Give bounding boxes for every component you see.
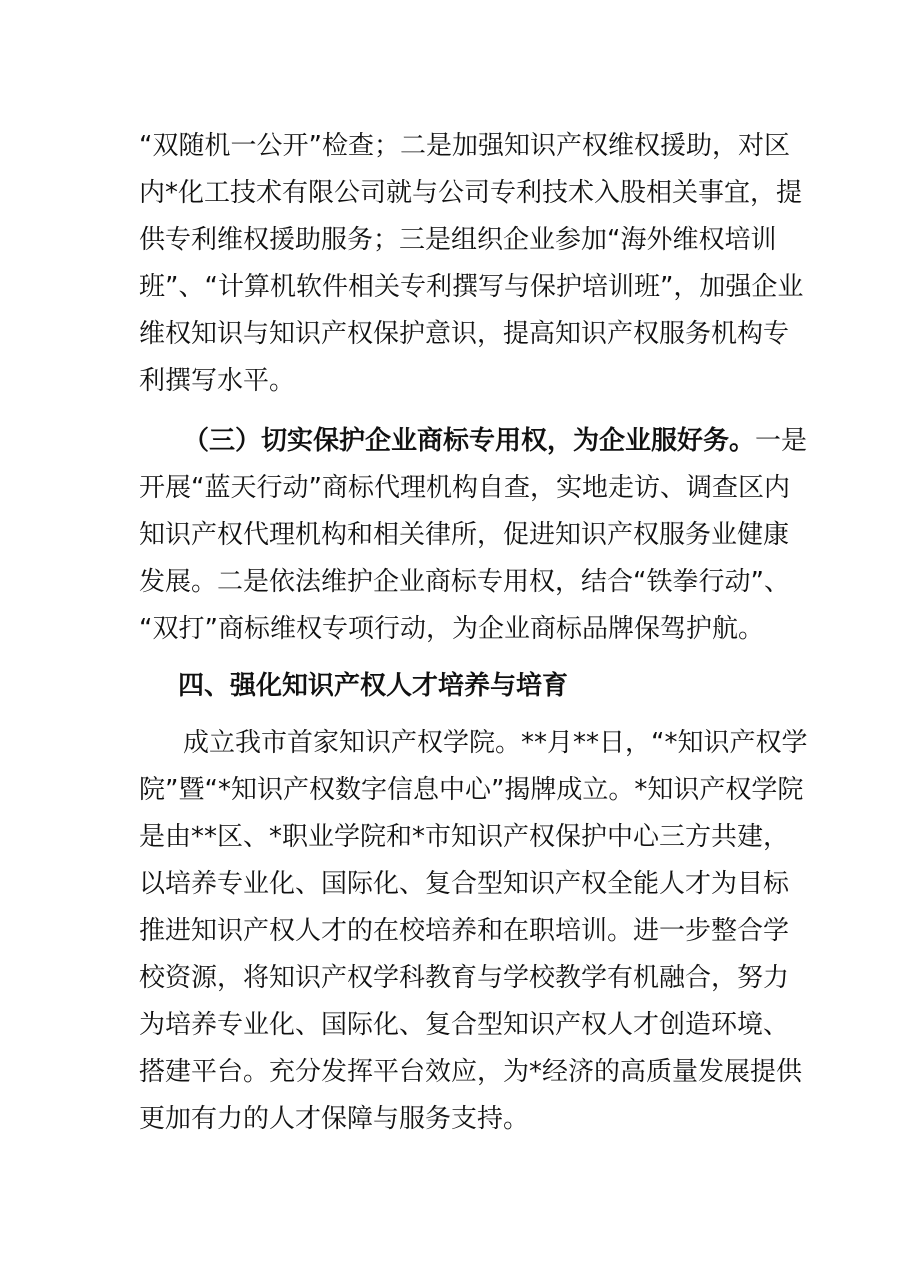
paragraph3-line-1: 成立我市首家知识产权学院。**月**日，“*知识产权学	[183, 728, 808, 758]
paragraph3-line-9: 更加有力的人才保障与服务支持。	[139, 1104, 530, 1134]
paragraph1-line-1: “双随机一公开”检查；二是加强知识产权维权援助，对区	[139, 131, 790, 161]
paragraph3-line-8: 搭建平台。充分发挥平台效应，为*经济的高质量发展提供	[139, 1057, 803, 1087]
paragraph2-line-1	[183, 418, 808, 464]
paragraph1-line-4: 班”、“计算机软件相关专利撰写与保护培训班”，加强企业	[139, 272, 804, 302]
paragraph2-line-5: “双打”商标维权专项行动，为企业商标品牌保驾护航。	[139, 614, 764, 644]
paragraph2-first-rest: 一是	[755, 426, 808, 456]
paragraph2-line-3: 知识产权代理机构和相关律所，促进知识产权服务业健康	[139, 520, 790, 550]
paragraph3-line-4: 以培养专业化、国际化、复合型知识产权全能人才为目标	[139, 869, 790, 899]
paragraph3-line-2: 院”暨“*知识产权数字信息中心”揭牌成立。*知识产权学院	[139, 775, 804, 805]
paragraph2-lead: （三）切实保护企业商标专用权，为企业服好务。	[183, 426, 756, 456]
paragraph3-line-5: 推进知识产权人才的在校培养和在职培训。进一步整合学	[139, 916, 790, 946]
paragraph3-line-6: 校资源，将知识产权学科教育与学校教学有机融合，努力	[139, 963, 790, 993]
section-heading: 四、强化知识产权人才培养与培育	[178, 671, 569, 701]
paragraph1-line-3: 供专利维权援助服务；三是组织企业参加“海外维权培训	[139, 225, 777, 255]
paragraph1-line-2: 内*化工技术有限公司就与公司专利技术入股相关事宜，提	[139, 178, 803, 208]
paragraph3-line-3: 是由**区、*职业学院和*市知识产权保护中心三方共建，	[139, 822, 790, 852]
paragraph1-line-6: 利撰写水平。	[139, 366, 296, 396]
paragraph2-line-2: 开展“蓝天行动”商标代理机构自查，实地走访、调查区内	[139, 473, 790, 503]
paragraph3-line-7: 为培养专业化、国际化、复合型知识产权人才创造环境、	[139, 1010, 790, 1040]
paragraph1-line-5: 维权知识与知识产权保护意识，提高知识产权服务机构专	[139, 319, 790, 349]
paragraph2-line-4: 发展。二是依法维护企业商标专用权，结合“铁拳行动”、	[139, 567, 790, 597]
